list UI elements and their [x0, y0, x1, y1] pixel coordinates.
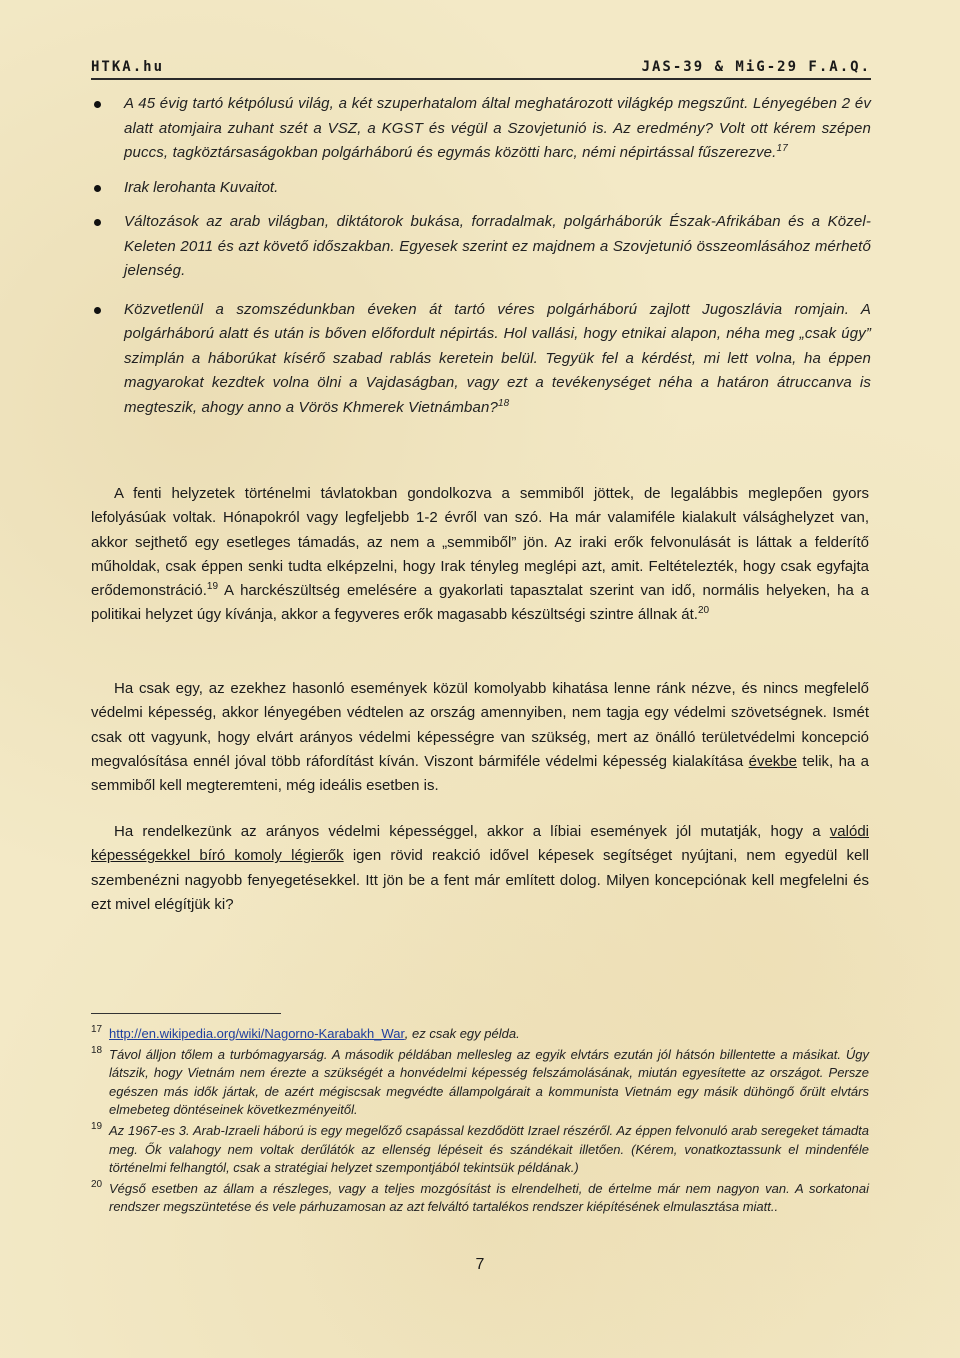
list-item	[91, 92, 871, 166]
paragraph-text: A fenti helyzetek történelmi távlatokban gondolkozva a semmiből jöttek, de legalábbis meglepően gyors lefolyásúak voltak. Hónapokról vagy legfeljebb 1-2 évről van szó. Ha már valamiféle kialakult válsághelyzet van, akkor sejthető egy esetleges támadás, az nem a „semmiből” jön. Az iraki erők felvonulását is láttak a felderítő műholdak, csak éppen senki tudta elképzelni, hogy Irak tényleg meglépi azt, amit. Feltételezték, hogy csak egyfajta erődemonstráció.	[91, 485, 869, 600]
bullet-list	[91, 92, 871, 430]
bullet-text: Közvetlenül a szomszédunkban éveken át tartó véres polgárháború zajlott Jugoszlávia romjain. A polgárháború alatt és után is bőven előfordult népirtás. Hol vallási, hogy etnikai alapon, néha meg „csak úgy” szimplán a háborúkat kísérő szabad rablás keretein belül. Tegyük fel a kérdést, mi lett volna, ha éppen magyarokat kezdtek volna ölni a Vajdaságban, vagy ezt a tevékenységet néha a határon átruccanva is megteszik, ahogy anno a Vörös Khmerek Vietnámban?	[124, 300, 871, 416]
footnote-ref[interactable]: 18	[497, 397, 510, 409]
footnote-text: Végső esetben az állam a részleges, vagy a teljes mozgósítást is elrendelheti, de értelme már nem nagyon van. A sorkatonai rendszer megszüntetése és vele párhuzamosan az azt felváltó tartalékos rendszer kiépítésének elmulasztása miatt..	[109, 1180, 869, 1215]
bullet-text: Változások az arab világban, diktátorok bukása, forradalmak, polgárháborúk Észak-Afrikában és a Közel-Keleten 2011 és azt követő időszakban. Egyesek szerint ez majdnem a Szovjetunió összeomlásához mérhető jelenség.	[124, 213, 871, 279]
bullet-icon	[94, 185, 101, 192]
paragraph-text: A harckészültség emelésére a gyakorlati tapasztalat szerint van idő, normális helyeken, ha a politikai helyzet úgy kívánja, akkor a fegyveres erők magasabb készültségi szintre állnak át.	[91, 582, 869, 624]
footnote-separator	[91, 1013, 281, 1014]
paragraph-text: Ha rendelkezünk az arányos védelmi képességgel, akkor a líbiai események jól mutatják, hogy a	[114, 823, 830, 840]
footnote-text: , ez csak egy példa.	[404, 1026, 520, 1041]
paragraph-text: igen rövid reakció idővel képesek segítséget nyújtani, nem egyedül kell szembenézni nagyobb fenyegetésekkel. Itt jön be a fent már említett dolog. Milyen koncepciónak kell megfelelni és ezt mivel elégítjük ki?	[91, 847, 870, 913]
page-number: 7	[475, 1256, 485, 1273]
inline-link[interactable]: valódi képességekkel bíró komoly légierők	[91, 823, 869, 865]
footnote-number: 20	[91, 1178, 103, 1190]
bullet-icon	[94, 219, 101, 226]
paragraph-text: telik, ha a semmiből kell megteremteni, még ideális esetben is.	[91, 752, 870, 795]
list-item	[91, 210, 871, 284]
paragraph	[91, 482, 869, 628]
footnote	[91, 1122, 869, 1178]
footnote	[91, 1180, 869, 1217]
paragraph	[91, 677, 869, 798]
footnote-number: 19	[91, 1120, 103, 1132]
bullet-text: Irak lerohanta Kuvaitot.	[124, 178, 279, 196]
paragraph-text: Ha csak egy, az ezekhez hasonló események közül komolyabb kihatása lenne ránk nézve, és nincs megfelelő védelmi képesség, akkor lényegében védtelen az ország amennyiben, nem tagja egy védelmi szövetségnek. Ismét csak ott vagyunk, hogy elvárt arányos védelmi képességre van szükség, mert az önálló területvédelmi koncepció megvalósítása ennél jóval több ráfordítást kíván. Viszont bármiféle védelmi képesség kialakítása	[91, 680, 869, 770]
site-name: HTKA.hu	[91, 59, 165, 75]
footnote-ref[interactable]: 17	[776, 143, 788, 154]
footnote-number: 18	[91, 1044, 103, 1056]
footnotes	[91, 1025, 869, 1219]
document-title: JAS-39 & MiG-29 F.A.Q.	[641, 59, 871, 75]
footnote-number: 17	[91, 1024, 103, 1035]
footnote-text: Távol álljon tőlem a turbómagyarság. A második példában mellesleg az egyik elvtárs ezután jól hátsón billentette a másikat. Úgy látszik, hogy Vietnám nem érezte a szükségét a honvédelmi képesség felszámolásának, miután egyesítette az országot. Persze egészen más idők jártak, de azért mégiscsak megvédte állampolgárait a kommunista Vietnám egy másik dühöngő őrült elvtárs elmebeteg döntéseinek következményeitől.	[109, 1046, 869, 1118]
footnote-link[interactable]: http://en.wikipedia.org/wiki/Nagorno-Karabakh_War	[109, 1026, 405, 1041]
inline-link[interactable]: évekbe	[748, 752, 797, 770]
footnote	[91, 1025, 869, 1044]
list-item	[91, 298, 871, 421]
footnote-ref[interactable]: 19	[206, 581, 219, 593]
footnote-ref[interactable]: 20	[697, 605, 710, 617]
footnote	[91, 1046, 869, 1120]
bullet-icon	[94, 307, 101, 314]
bullet-text: A 45 évig tartó kétpólusú világ, a két szuperhatalom által meghatározott világkép megszűnt. Lényegében 2 év alatt atomjaira zuhant szét a VSZ, a KGST és végül a Szovjetunió is. Az eredmény? Volt ott kérem szépen puccs, tagköztársaságokban polgárháború és egymás közötti harc, némi népirtással fűszerezve.	[124, 95, 871, 161]
paragraph	[91, 820, 869, 917]
footnote-text: Az 1967-es 3. Arab-Izraeli háború is egy megelőző csapással kezdődött Izrael részéről. Az éppen felvonuló arab seregeket támadta meg. Ők valahogy nem voltak derűlátók az ellenség lépéseit és szándékait illetően. (Kérem, vonatkoztassunk el mindenféle történelmi felhangtól, csak a stratégiai helyzet szempontjából tekintsük példának.)	[109, 1122, 869, 1176]
bullet-icon	[94, 101, 101, 108]
list-item	[91, 176, 871, 201]
page-header	[91, 56, 871, 80]
